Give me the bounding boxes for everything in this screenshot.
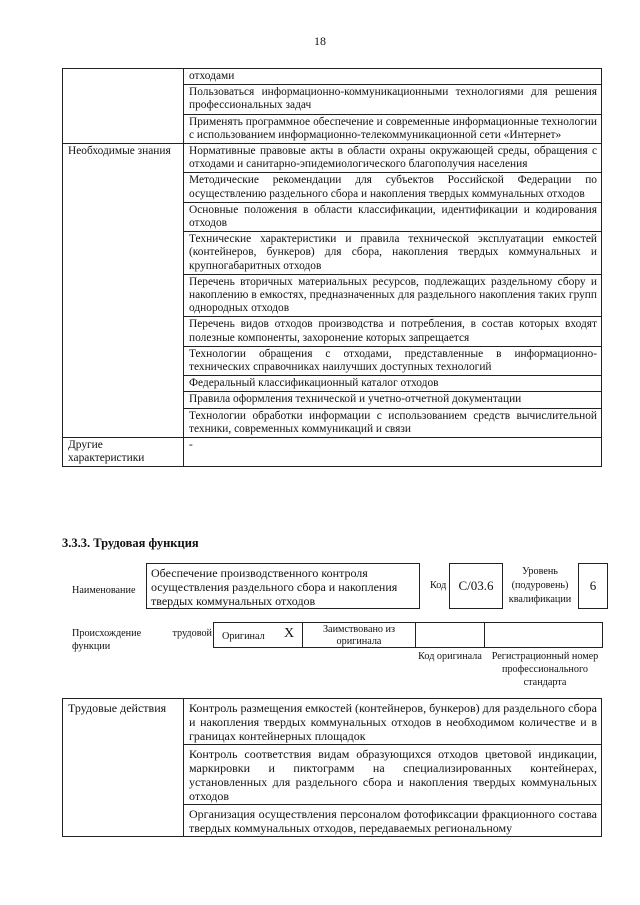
registration-number-caption: Регистрационный номер профессионального стандарта — [491, 651, 599, 688]
knowledge-row-text: Федеральный классификационный каталог отходов — [184, 376, 602, 392]
code-label: Код — [430, 580, 447, 591]
function-code-box: С/03.6 — [449, 563, 503, 609]
knowledge-row-text: Перечень вторичных материальных ресурсов, подлежащих раздельному сбору и накоплению в емкостях, предназначенных для раздельного накопления таких групп однородных отходов — [184, 274, 602, 317]
original-label: Оригинал — [222, 631, 265, 642]
knowledge-row-text: Основные положения в области классификации, идентификации и кодирования отходов — [184, 202, 602, 231]
knowledge-row-text: Нормативные правовые акты в области охраны окружающей среды, обращения с отходами и санитарно-эпидемиологического благополучия населения — [184, 144, 602, 173]
labor-action-text: Контроль размещения емкостей (контейнеров, бункеров) для раздельного сбора и накопления твердых коммунальных отходов в необходимом количестве и в границах контейнерных площадок — [184, 699, 602, 745]
knowledge-row-text: Технические характеристики и правила технической эксплуатации емкостей (контейнеров, бункеров) для сбора, накопления твердых коммунальных и крупногабаритных отходов — [184, 232, 602, 275]
table-row — [63, 699, 602, 745]
knowledge-row-text: Технологии обращения с отходами, представленные в информационно-технических справочниках наилучших доступных технологий — [184, 346, 602, 375]
other-characteristics-value: - — [184, 438, 602, 467]
skill-row-text: Применять программное обеспечение и современные информационные технологии с использованием информационно-телекоммуникационной сети «Интернет» — [184, 114, 602, 143]
table-row — [63, 69, 602, 85]
function-name-box: Обеспечение производственного контроля осуществления раздельного сбора и накопления твердых коммунальных отходов — [146, 563, 420, 609]
borrowed-label: Заимствовано из оригинала — [322, 624, 396, 647]
labor-action-text: Организация осуществления персоналом фотофиксации фракционного состава твердых коммунальных отходов, передаваемых региональному — [184, 805, 602, 837]
knowledge-row-text: Перечень видов отходов производства и потребления, в состав которых входят полезные компоненты, захоронение которых запрещается — [184, 317, 602, 346]
knowledge-row-text: Правила оформления технической и учетно-отчетной документации — [184, 392, 602, 408]
labor-actions-label: Трудовые действия — [63, 699, 184, 837]
other-characteristics-label: Другие характеристики — [63, 438, 184, 467]
table-row — [63, 438, 602, 467]
labor-actions-table — [62, 698, 602, 837]
origin-divider — [484, 622, 485, 648]
knowledge-row-text: Технологии обработки информации с использованием средств вычислительной техники, современных коммуникаций и связи — [184, 408, 602, 437]
table-row — [63, 144, 602, 173]
skills-label-cell — [63, 69, 184, 144]
origin-divider — [415, 622, 416, 648]
skill-row-text: отходами — [184, 69, 602, 85]
skills-knowledge-table — [62, 68, 602, 467]
code-original-caption: Код оригинала — [418, 651, 482, 662]
knowledge-label: Необходимые знания — [63, 144, 184, 438]
qualification-level-label: Уровень (подуровень) квалификации — [508, 566, 572, 605]
origin-label: Происхождение трудовой функции — [72, 628, 212, 652]
knowledge-row-text: Методические рекомендации для субъектов Российской Федерации по осуществлению раздельного сбора и накопления твердых коммунальных отходов — [184, 173, 602, 202]
qualification-level-box: 6 — [578, 563, 608, 609]
page-number: 18 — [314, 34, 326, 48]
name-label: Наименование — [72, 585, 136, 596]
section-heading: 3.3.3. Трудовая функция — [62, 536, 199, 550]
labor-action-text: Контроль соответствия видам образующихся отходов цветовой индикации, маркировки и пиктограмм на специализированных контейнерах, установленных для раздельного сбора и накопления твердых коммунальных отходов — [184, 745, 602, 805]
original-mark: Х — [284, 626, 295, 641]
skill-row-text: Пользоваться информационно-коммуникационными технологиями для решения профессиональных задач — [184, 85, 602, 114]
